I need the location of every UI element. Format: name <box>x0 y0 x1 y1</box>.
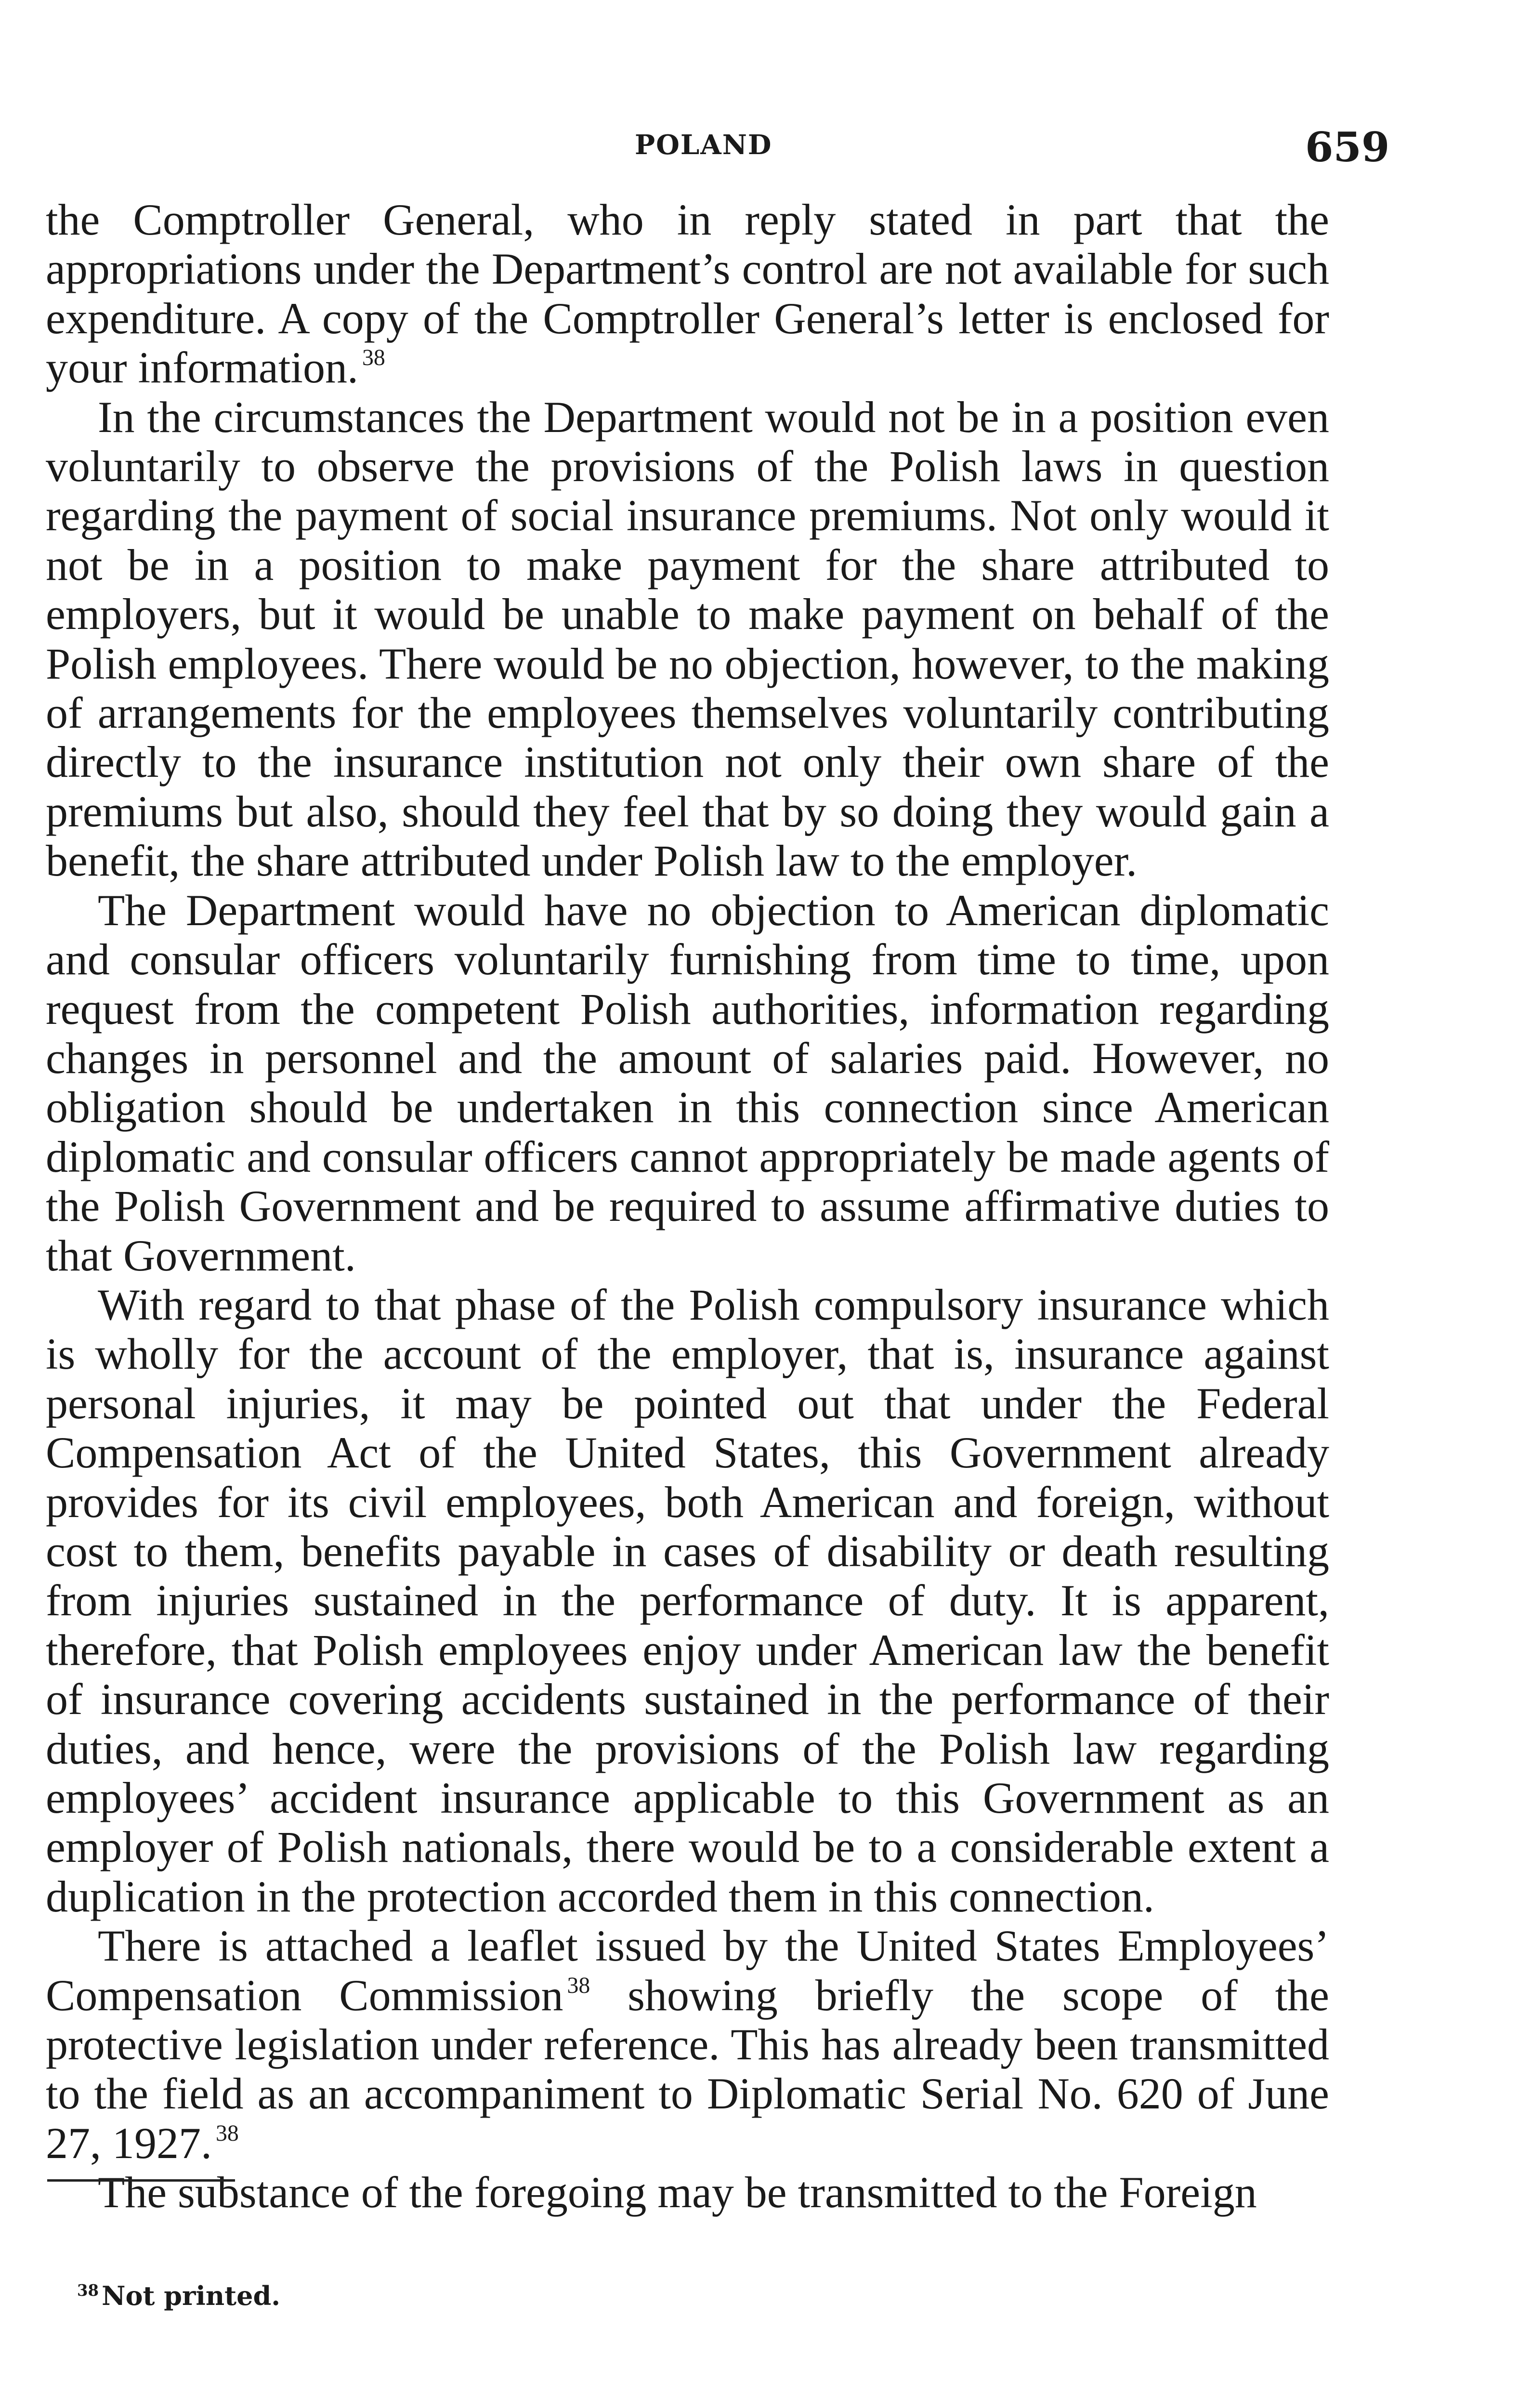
paragraph-1-text: the Comptroller General, who in reply stated in part that the appropriations under the Department’s control are not available for such expenditure. A copy of the Comptroller General’s letter is enclosed for your information. <box>46 195 1329 393</box>
paragraph-6: The substance of the foregoing may be transmitted to the Foreign <box>98 2168 1257 2217</box>
paragraph-5-text-a: There is attached a leaflet issued by the United States Employees’ Compensation Commission <box>46 1921 1329 2020</box>
footnote-ref: 38 <box>216 2120 239 2146</box>
footnote-ref: 38 <box>567 1972 590 1998</box>
paragraph-1 <box>46 195 1329 393</box>
footnote-text: Not printed. <box>102 2280 281 2311</box>
body-text <box>46 195 1329 2217</box>
footnote-ref: 38 <box>362 345 385 371</box>
footnote-marker: 38 <box>77 2281 99 2300</box>
page-number: 659 <box>1305 123 1390 171</box>
footnote-divider <box>47 2179 235 2182</box>
paragraph-3: The Department would have no objection to American diplomatic and consular officers voluntarily furnishing from time to time, upon request from the competent Polish authorities, information regarding changes in personnel and the amount of salaries paid. However, no obligation should be undertaken in this connection since American diplomatic and consular officers cannot appropriately be made agents of the Polish Government and be required to assume affirmative duties to that Government. <box>46 885 1329 1280</box>
footnote <box>77 2280 280 2311</box>
paragraph-2: In the circumstances the Department would not be in a position even voluntarily to observe the provisions of the Polish laws in question regarding the payment of social insurance premiums. Not only would it not be in a position to make payment for the share attributed to employers, but it would be unable to make payment on behalf of the Polish employees. There would be no objection, however, to the making of arrangements for the employees themselves voluntarily contributing directly to the insurance institution not only their own share of the premiums but also, should they feel that by so doing they would gain a benefit, the share attributed under Polish law to the employer. <box>46 392 1329 886</box>
paragraph-5 <box>46 1921 1329 2168</box>
paragraph-5-text-b: showing briefly the scope of the protective legislation under reference. This has already been transmitted to the field as an accompaniment to Diplomatic Serial No. 620 of June 27, 1927. <box>46 1970 1329 2168</box>
running-head: POLAND <box>635 129 772 161</box>
paragraph-4: With regard to that phase of the Polish compulsory insurance which is wholly for the account of the employer, that is, insurance against personal injuries, it may be pointed out that under the Federal Compensation Act of the United States, this Government already provides for its civil employees, both American and foreign, without cost to them, benefits payable in cases of disability or death resulting from injuries sustained in the performance of duty. It is apparent, therefore, that Polish employees enjoy under American law the benefit of insurance covering accidents sustained in the performance of their duties, and hence, were the provisions of the Polish law regarding employees’ accident insurance applicable to this Government as an employer of Polish nationals, there would be to a considerable extent a duplication in the protection accorded them in this connection. <box>46 1280 1329 1921</box>
